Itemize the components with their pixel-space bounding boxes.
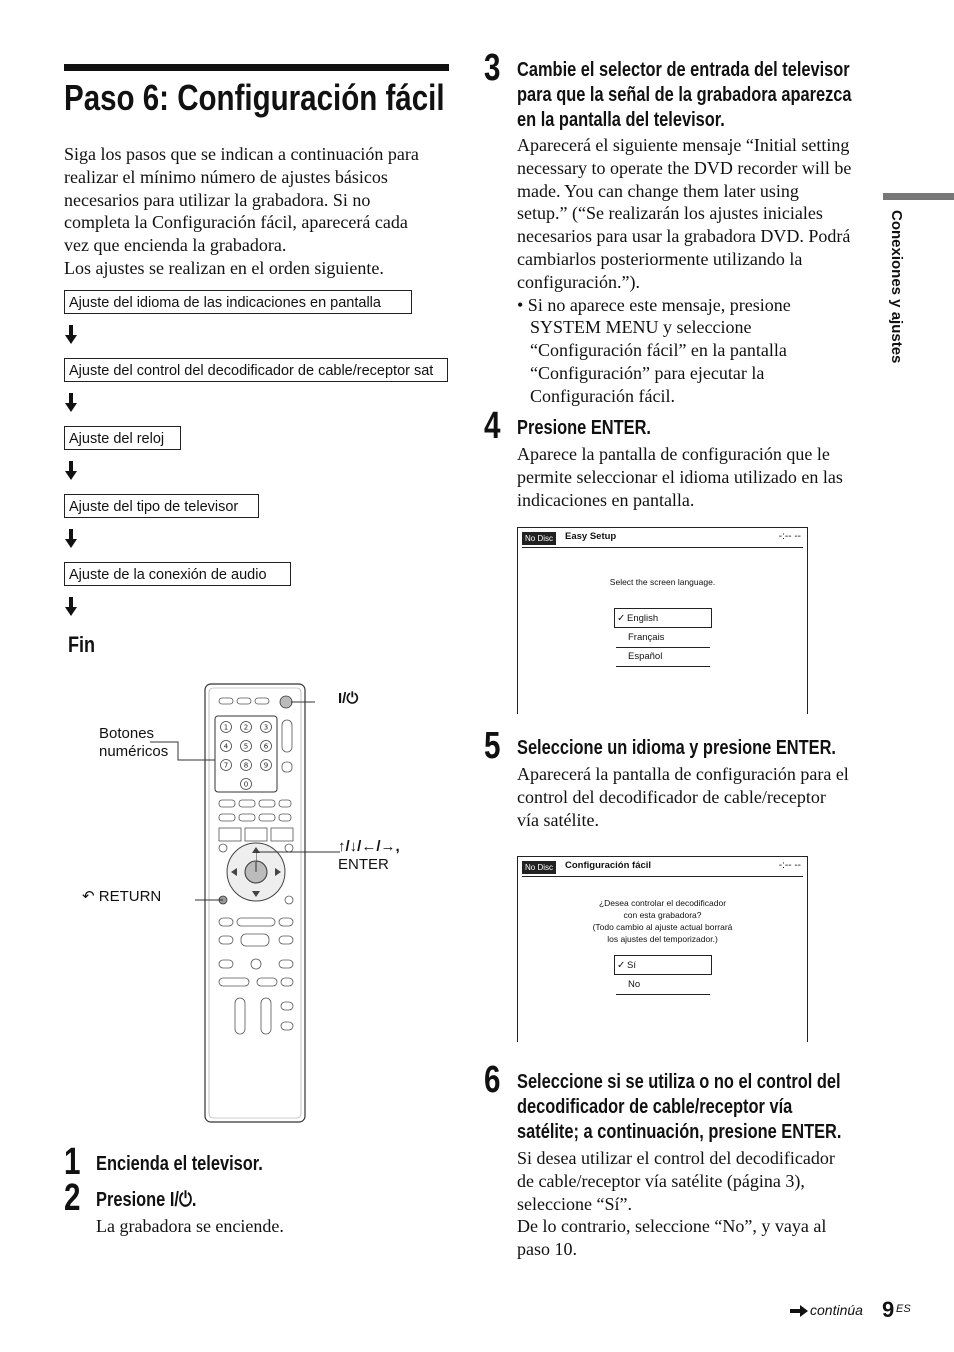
flow-step-language: Ajuste del idioma de las indicaciones en pantalla: [64, 290, 412, 314]
step-number: 4: [484, 405, 501, 447]
option-si[interactable]: ✓ Sí: [614, 955, 712, 975]
page-number: 9: [882, 1297, 895, 1322]
svg-text:7: 7: [223, 761, 229, 770]
step-5-heading: Seleccione un idioma y presione ENTER.: [517, 737, 836, 759]
step-6-heading: Seleccione si se utiliza o no el control del decodificador de cable/receptor vía satélite; a continuación, presione ENTER.: [517, 1071, 842, 1143]
down-arrow-icon: [65, 325, 77, 345]
numeric-buttons-label: Botones numéricos: [99, 725, 169, 760]
step-1-heading: Encienda el televisor.: [96, 1153, 263, 1175]
svg-text:0: 0: [243, 780, 249, 789]
no-disc-badge: No Disc: [522, 532, 556, 545]
svg-text:4: 4: [223, 742, 229, 751]
language-option-espanol[interactable]: Español: [616, 647, 710, 667]
step-4-heading: Presione ENTER.: [517, 417, 651, 439]
screen-title: Configuración fácil: [565, 860, 652, 871]
step-number: 6: [484, 1059, 501, 1101]
power-button-label: I/⏻: [338, 690, 359, 707]
checkmark-icon: ✓: [617, 960, 626, 971]
intro-text: Siga los pasos que se indican a continuación para realizar el mínimo número de ajustes básicos necesarios para utilizar la grabadora. Si no completa la Configuración fácil, aparecerá cada vez que encienda la grabadora. Los ajustes se realizan en el orden siguiente.: [64, 144, 419, 278]
screen-clock: -:-- --: [778, 860, 801, 871]
language-suffix: ES: [896, 1303, 911, 1315]
checkmark-icon: ✓: [617, 613, 626, 624]
step-number: 2: [64, 1177, 81, 1219]
decoder-setup-screen: [517, 856, 808, 1042]
down-arrow-icon: [65, 461, 77, 481]
flow-step-decoder: Ajuste del control del decodificador de cable/receptor sat: [64, 358, 448, 382]
svg-text:9: 9: [263, 761, 269, 770]
easy-setup-screen: [517, 527, 808, 714]
screen-divider: [522, 547, 803, 548]
flow-step-clock: Ajuste del reloj: [64, 426, 181, 450]
flow-step-audio: Ajuste de la conexión de audio: [64, 562, 291, 586]
svg-text:2: 2: [243, 723, 249, 732]
screen-title: Easy Setup: [565, 531, 617, 542]
svg-text:1: 1: [223, 723, 229, 732]
screen-prompt: ¿Desea controlar el decodificador con esta grabadora? (Todo cambio al ajuste actual borrará los ajustes del temporizador.): [592, 898, 733, 944]
step-3-heading: Cambie el selector de entrada del televisor para que la señal de la grabadora aparezca en la pantalla del televisor.: [517, 59, 852, 131]
screen-clock: -:-- --: [778, 531, 801, 542]
option-no[interactable]: No: [616, 975, 710, 995]
section-side-label: Conexiones y ajustes: [888, 210, 905, 364]
step-2-body: La grabadora se enciende.: [96, 1216, 284, 1236]
svg-text:5: 5: [243, 742, 249, 751]
no-disc-badge: No Disc: [522, 861, 556, 874]
down-arrow-icon: [65, 529, 77, 549]
flow-step-tv-type: Ajuste del tipo de televisor: [64, 494, 259, 518]
step-number: 3: [484, 47, 501, 89]
step-6-body: Si desea utilizar el control del decodificador de cable/receptor vía satélite (página 3), seleccione “Sí”. De lo contrario, seleccione “No”, y vaya al paso 10.: [517, 1148, 835, 1260]
step-4-body: Aparece la pantalla de configuración que le permite seleccionar el idioma utilizado en las indicaciones en pantalla.: [517, 444, 843, 510]
language-option-english[interactable]: ✓ English: [614, 608, 712, 628]
screen-prompt: Select the screen language.: [609, 577, 716, 587]
step-5-body: Aparecerá la pantalla de configuración para el control del decodificador de cable/receptor vía satélite.: [517, 764, 849, 830]
down-arrow-icon: [65, 393, 77, 413]
step-number: 1: [64, 1141, 81, 1183]
arrow-enter-label: ↑/↓/←/→, ENTER: [338, 838, 400, 873]
svg-text:8: 8: [243, 761, 249, 770]
down-arrow-icon: [65, 597, 77, 617]
page-title: Paso 6: Configuración fácil: [64, 77, 445, 118]
svg-text:3: 3: [263, 723, 269, 732]
arrows-pointer-line: [256, 840, 346, 880]
step-3-body: Aparecerá el siguiente mensaje “Initial setting necessary to operate the DVD recorder will be made. You can change them later using setup.” (“Se realizarán los ajustes iniciales necesarios para usar la grabadora DVD. Podrá cambiarlos posteriormente utilizando la configuración.”). • Si no aparece este mensaje, presione SYSTEM MENU y seleccione “Configuración fácil” en la pantalla “Configuración” para ejecutar la Configuración fácil.: [517, 135, 852, 406]
svg-text:6: 6: [263, 742, 269, 751]
right-arrow-icon: [790, 1305, 808, 1317]
side-tab-bar: [883, 193, 954, 200]
screen-divider: [522, 876, 803, 877]
continue-label: continúa: [810, 1302, 863, 1318]
title-rule: [64, 64, 449, 71]
step-number: 5: [484, 725, 501, 767]
language-option-francais[interactable]: Français: [616, 628, 710, 648]
flow-end: Fin: [68, 632, 96, 657]
return-button-label: ↶ RETURN: [82, 888, 162, 905]
step-2-heading: Presione I/⏻.: [96, 1189, 197, 1211]
